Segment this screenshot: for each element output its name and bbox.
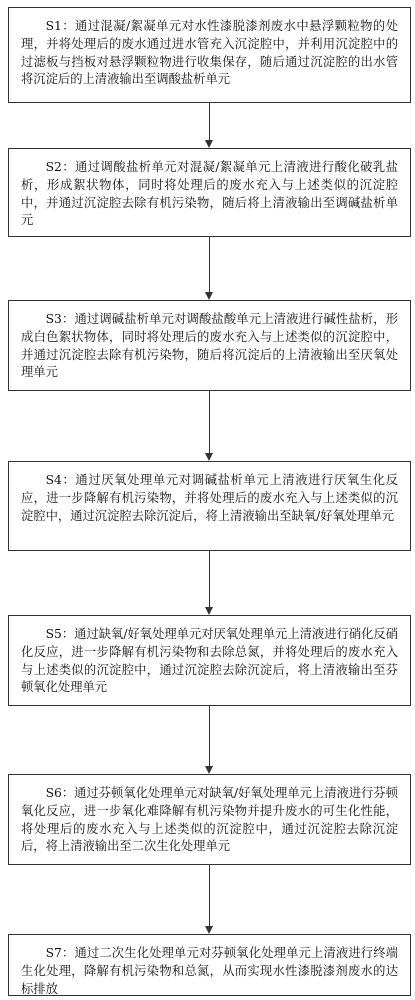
arrow-head-s3-s4 (205, 453, 213, 461)
step-box-s4: S4：通过厌氧处理单元对调碱盐析单元上清液进行厌氧生化反应，进一步降解有机污染物，并将处理后的废水充入与上述类似的沉淀腔中，通过沉淀腔去除沉淀后，将上清液输出至缺氧/好氧处理单元 (8, 461, 411, 551)
arrow-head-s1-s2 (205, 140, 213, 148)
connector-s2-s3 (209, 237, 210, 292)
connector-s3-s4 (209, 391, 210, 453)
step-box-s3: S3：通过调碱盐析单元对调酸盐酸单元上清液进行碱性盐析，形成白色絮状物体，同时将处理后的废水充入与上述类似的沉淀腔中，并通过沉淀腔去除有机污染物，随后将沉淀后的上清液输出至厌氧处理单元 (8, 300, 411, 391)
step-box-s6: S6：通过芬顿氧化处理单元对缺氧/好氧处理单元上清液进行芬顿氧化反应，进一步氧化难降解有机污染物并提升废水的可生化性能，将处理后的废水充入与上述类似的沉淀腔中，通过沉淀腔去除沉淀后，将上清液输出至二次生化处理单元 (8, 774, 411, 865)
arrow-head-s5-s6 (205, 766, 213, 774)
connector-s5-s6 (209, 706, 210, 766)
connector-s4-s5 (209, 551, 210, 607)
step-box-s1: S1：通过混凝/絮凝单元对水性漆脱漆剂废水中悬浮颗粒物的处理，并将处理后的废水通过进水管充入沉淀腔中，并利用沉淀腔中的过滤板与挡板对悬浮颗粒物进行收集保存，随后通过沉淀腔的出水管将沉淀后的上清液输出至调酸盐析单元 (8, 7, 411, 103)
step-box-s5: S5：通过缺氧/好氧处理单元对厌氧处理单元上清液进行硝化反硝化反应，进一步降解有机污染物和去除总氮，并将处理后的废水充入与上述类似的沉淀腔中，通过沉淀腔去除沉淀后，将上清液输出至芬顿氧化处理单元 (8, 615, 411, 706)
step-box-s7: S7：通过二次生化处理单元对芬顿氧化处理单元上清液进行终端生化处理，降解有机污染物和总氮，从而实现水性漆脱漆剂废水的达标排放 (8, 934, 411, 996)
arrow-head-s4-s5 (205, 607, 213, 615)
step-box-s2: S2：通过调酸盐析单元对混凝/絮凝单元上清液进行酸化破乳盐析，形成絮状物体，同时将处理后的废水充入与上述类似的沉淀腔中，并通过沉淀腔去除有机污染物，随后将上清液输出至调碱盐析单元 (8, 148, 411, 237)
arrow-head-s6-s7 (205, 926, 213, 934)
connector-s1-s2 (209, 103, 210, 140)
connector-s6-s7 (209, 865, 210, 926)
arrow-head-s2-s3 (205, 292, 213, 300)
